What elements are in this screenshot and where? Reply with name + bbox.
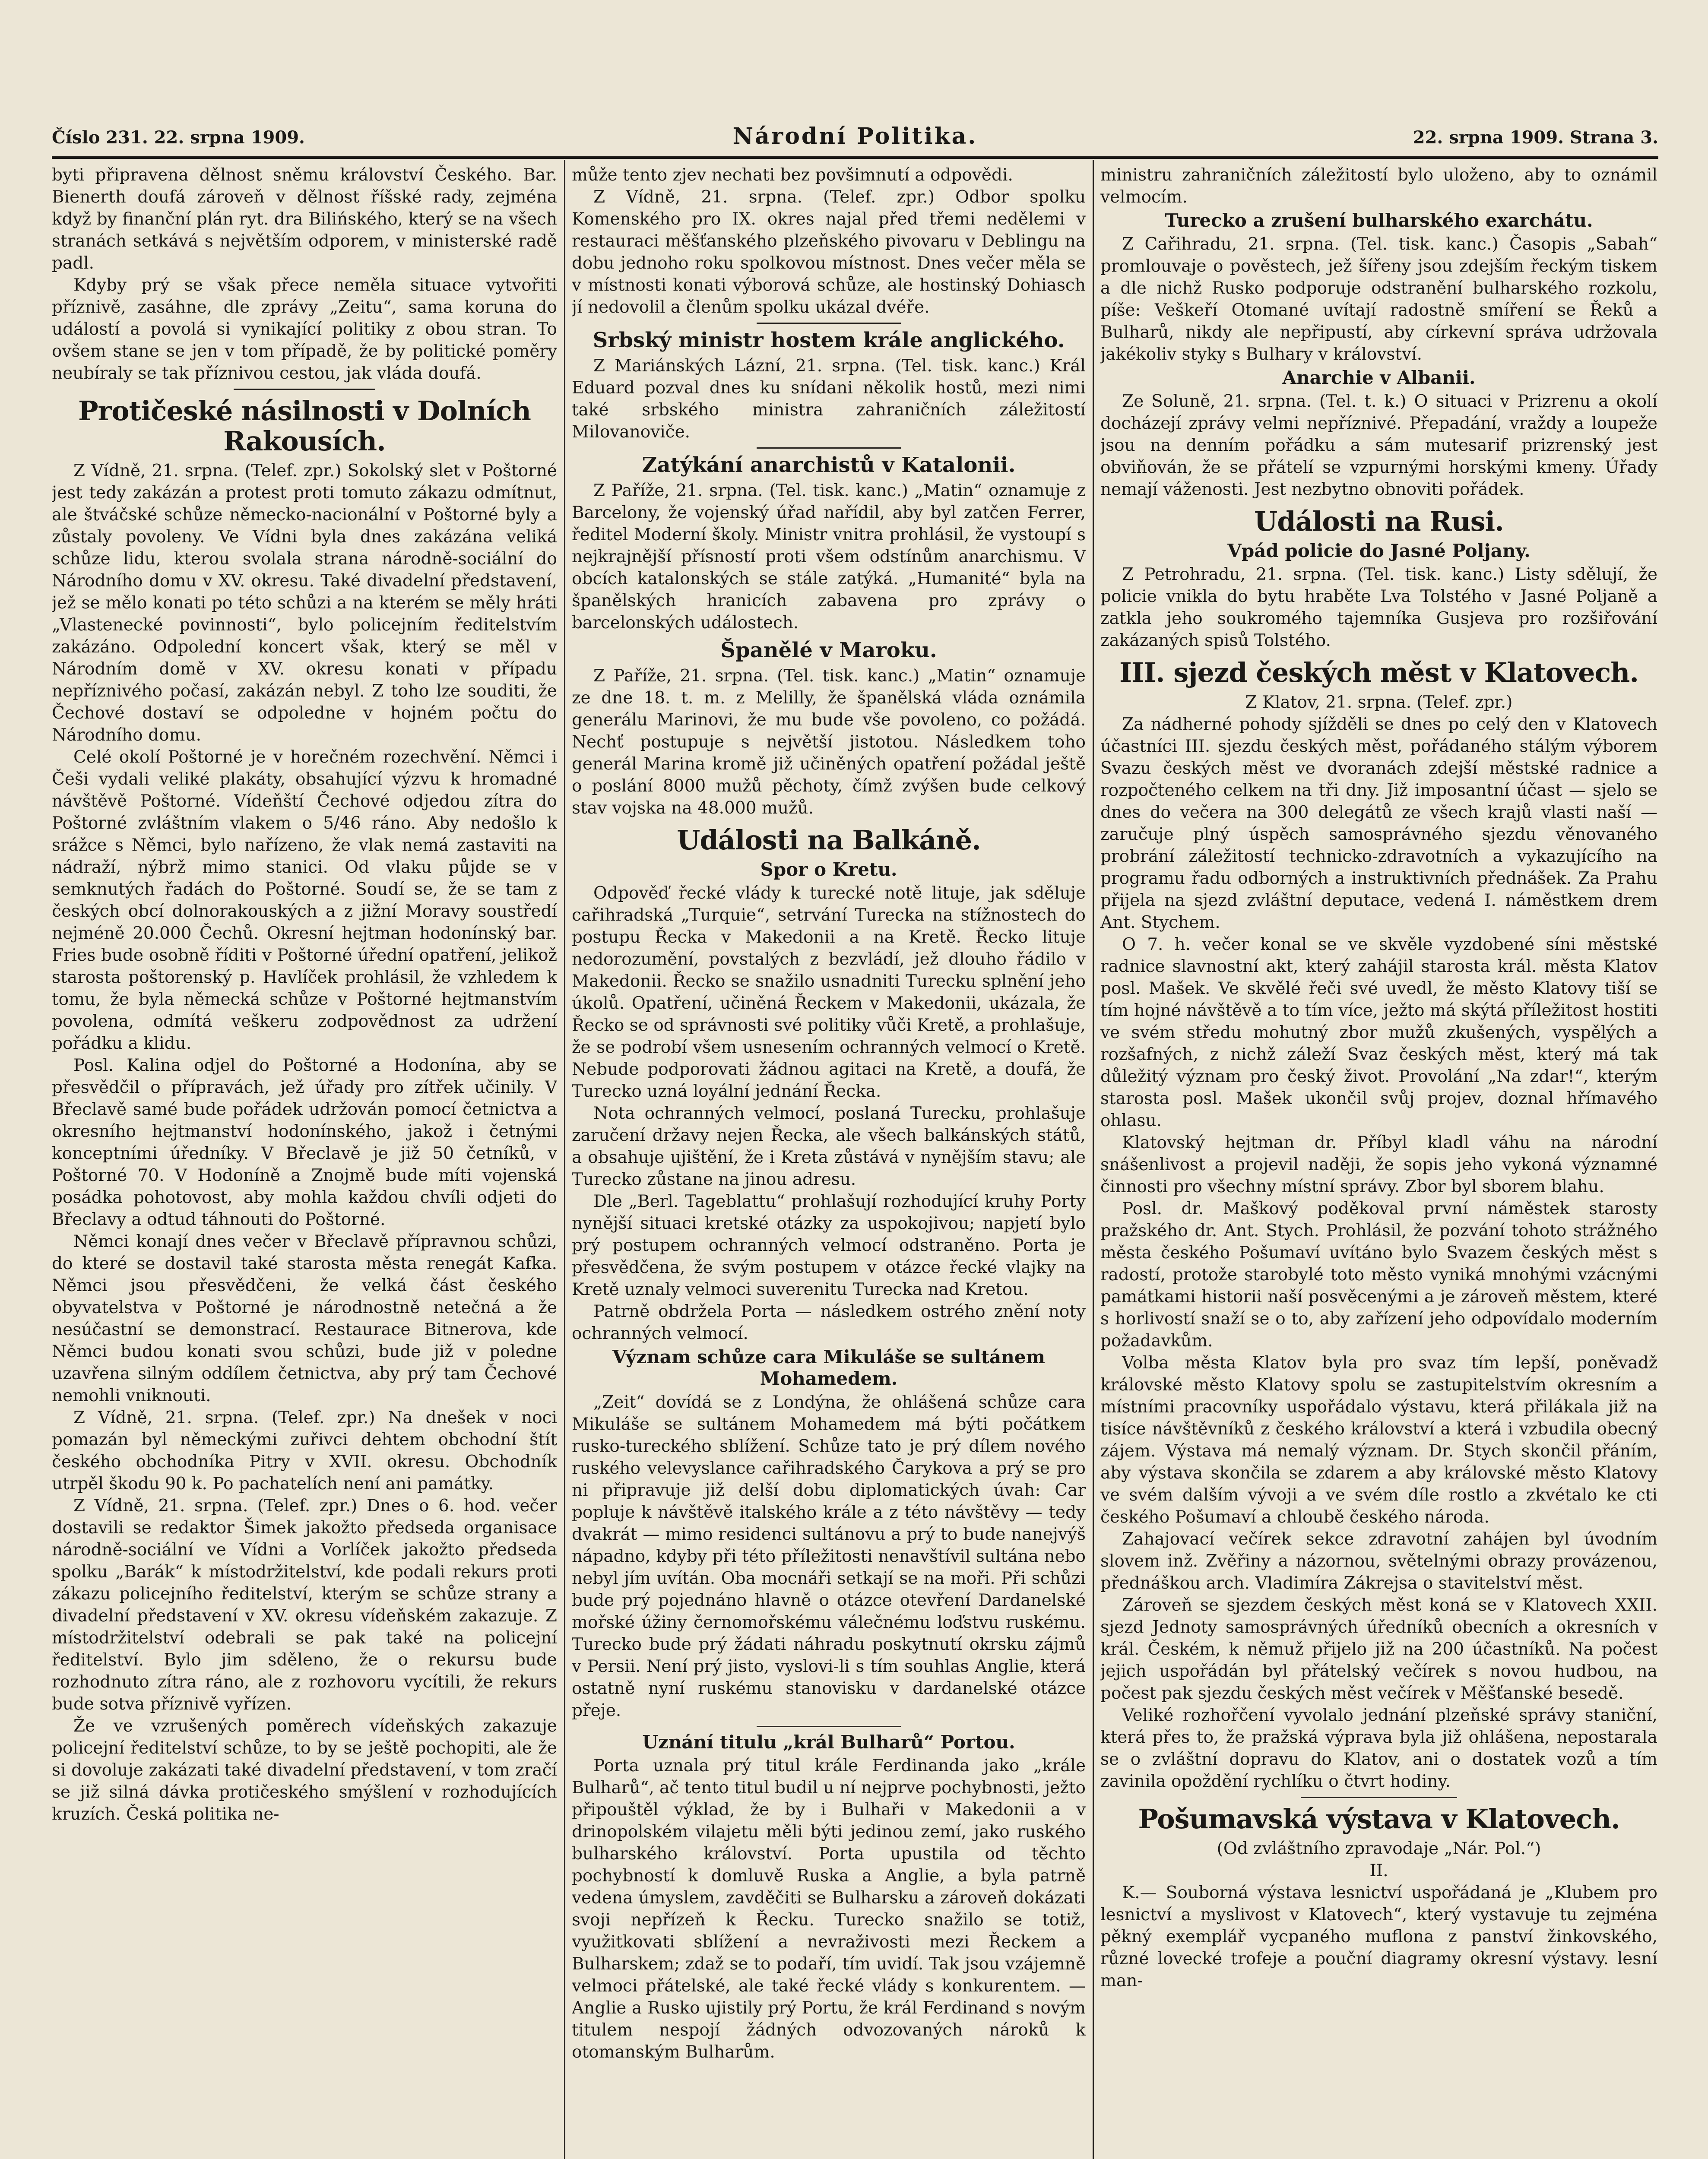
article-text: Zahajovací večírek sekce zdravotní zahájen byl úvodním slovem inž. Zvěřiny a názornou, světelnými obrazy provázenou, přednáškou arch. Vladimíra Zákrejsa o stavitelství měst. [1100,1529,1657,1593]
page-date-number: 22. srpna 1909. Strana 3. [1413,127,1658,148]
separator [757,1726,900,1727]
separator [1301,1797,1457,1798]
article-text: Patrně obdržela Porta — následkem ostrého znění noty ochranných velmocí. [572,1302,1086,1343]
headline: Srbský ministr hostem krále anglického. [593,328,1065,352]
subheadline: Vpád policie do Jasné Poljany. [1227,540,1531,561]
headline: Anarchie v Albanii. [1282,367,1476,388]
article-text: Kdyby prý se však přece neměla situace vytvořiti příznivě, zasáhne, dle zprávy „Zeitu“, sama koruna do událostí a povolá si vynikající politiky z obou stran. To ovšem stane se jen v tom případě, že by politické poměry neubíraly se tak příznivou cestou, jak vláda doufá. [52,275,557,383]
column-1 [52,164,557,2159]
headline: Zatýkání anarchistů v Katalonii. [642,453,1016,477]
separator [757,323,900,324]
part-number: II. [1369,1861,1388,1880]
article-text: Odpověď řecké vlády k turecké notě lituje, jak sděluje cařihradská „Turquie“, setrvání Turecka na stížnostech do postupu Řecka v Makedonii a na Kretě. Řecko lituje nedorozumění, povstalých z bezvládí, jež dlouho řádilo v Makedonii. Řecko se snažilo usnadniti Turecku splnění jeho úkolů. Opatření, učiněná Řeckem v Makedonii, ukázala, že Řecko se od správnosti své politiky vůči Kretě, a prohlašuje, že se podrobí všem usnesením ochranných velmocí o Kretě. Nebude podporovati žádnou agitaci na Kretě, a doufá, že Turecko uzná loyální jednání Řecka. [572,883,1086,1101]
section-headline: Události na Balkáně. [677,824,981,856]
article-text: Porta uznala prý titul krále Ferdinanda jako „krále Bulharů“, ač tento titul budil u ní nejprve pochybnosti, ježto připouštěl výklad, že by i Bulhaři v Makedonii a v drinopolském vilajetu měli býti jedinou zemí, jako ruského bulharského království. Porta upustila od těchto pochybností k domluvě Ruska a Anglie, a byla patrně vedena úmyslem, zavděčiti se Bulharsku a zároveň dokázati svoji nepřízeň k Řecku. Turecko snažilo se totiž, využitkovati sblížení a nevraživosti mezi Řeckem a Bulharskem; zdaž se to podaří, tím uvidí. Tak jsou vzájemně velmoci přátelské, ale také řecké vlády s konkurentem. — Anglie a Rusko ujistily prý Portu, že král Ferdinand s novým titulem nespojí žádných odvozovaných nároků k otomanským Bulharům. [572,1756,1086,2062]
article-text: Z Vídně, 21. srpna. (Telef. zpr.) Odbor spolku Komenského pro IX. okres najal před třemi nedělemi v restauraci měšťanského plzeňského pivovaru v Deblingu na dobu jednoho roku spolkovou místnost. Dnes večer měla se v místnosti konati výborová schůze, ale hostinský Dohiasch jí nedovolil a členům spolku ukázal dvéře. [572,187,1086,317]
article-text: Posl. Kalina odjel do Poštorné a Hodonína, aby se přesvědčil o přípravách, jež úřady pro zítřek učinily. V Břeclavě samé bude pořádek udržován pomocí četnictva a okresního hejtmanství hodonínského, jakož i četnými konceptními úředníky. V Břeclavě je již 50 četníků, v Poštorné 70. V Hodoníně a Znojmě bude míti vojenská posádka pohotovost, aby mohla každou chvíli odjeti do Břeclavy a odtud táhnouti do Poštorné. [52,1056,557,1229]
article-text: Ze Soluně, 21. srpna. (Tel. t. k.) O situaci v Prizrenu a okolí docházejí zprávy velmi nepříznivé. Přepadání, vraždy a loupeže jsou na denním pořádku a sám mutesarif prizrenský jest obviňován, že se přátelí se vzpurnými horskými kmeny. Úřady nemají váženosti. Jest nezbytno obnoviti pořádek. [1100,392,1657,499]
article-text: Že ve vzrušených poměrech vídeňských zakazuje policejní ředitelství schůze, to by se ještě pochopiti, ale že si dovoluje zakázati také divadelní představení, v tom zračí se již silná dávka protičeského smýšlení v rozhodujících kruzích. Česká politika ne- [52,1716,557,1824]
article-text: Klatovský hejtman dr. Příbyl kladl váhu na národní snášenlivost a projevil naději, že sopis jeho vykoná významné činnosti pro všechny místní správy. Zbor byl sborem blahu. [1100,1133,1657,1197]
page-header [52,123,1658,153]
article-text: Zároveň se sjezdem českých měst koná se v Klatovech XXII. sjezd Jednoty samosprávných úředníků obecních a okresních v král. Českém, k němuž přijelo již na 200 účastníků. Na počest jejich uspořádán byl přátelský večírek s novou hudbou, na počest pak sjezdu českých měst večírek v Měšťanské besedě. [1100,1596,1657,1703]
article-text: Z Vídně, 21. srpna. (Telef. zpr.) Dnes o 6. hod. večer dostavili se redaktor Šimek jakožto předseda organisace národně-sociální ve Vídni a Vorlíček jakožto předseda spolku „Barák“ k místodržitelství, kde podali rekurs proti zákazu policejního ředitelství, kterým se schůze strany a divadelní představení v XV. okresu vídeňském zakazuje. Z místodržitelství odebrali se pak také na policejní ředitelství. Bylo jim sděleno, že o rekursu bude rozhodnuto zítra ráno, ale z rozhovoru vycítili, že rekurs bude sotva příznivě vyřízen. [52,1496,557,1714]
article-text: Z Vídně, 21. srpna. (Telef. zpr.) Sokolský slet v Poštorné jest tedy zakázán a protest proti tomuto zákazu odmítnut, ale štváčské schůze německo-nacionální v Poštorné byly a zůstaly povoleny. Ve Vídni byla dnes zakázána veliká schůze lidu, kterou svolala strana národně-sociální do Národního domu v XV. okresu. Také divadelní představení, jež se mělo konati po této schůzi a na kterém se měly hráti „Vlastenecké povinnosti“, bylo policejním ředitelstvím zakázáno. Odpolední koncert však, který se měl v Národním domě v XV. okresu konati v případu nepříznivého počasí, zakázán nebyl. Z toho lze souditi, že Čechové dostaví se odpoledne v hojném počtu do Národního domu. [52,461,557,745]
header-rule [52,156,1658,159]
article-text: Z Petrohradu, 21. srpna. (Tel. tisk. kanc.) Listy sdělují, že policie vnikla do bytu hraběte Lva Tolstého v Jasné Poljaně a zatkla jeho soukromého tajemníka Gusjeva pro rozšiřování zakázaných spisů Tolstého. [1100,565,1657,650]
article-text: Z Paříže, 21. srpna. (Tel. tisk. kanc.) „Matin“ oznamuje z Barcelony, že vojenský úřad nařídil, aby byl zatčen Ferrer, ředitel Moderní školy. Ministr vnitra prohlásil, že vystoupí s nejkrajnější přísností proti všem odstínům anarchismu. V obcích katalonských se stále zatýká. „Humanité“ byla na španělských hranicích zabavena pro zprávy o barcelonských událostech. [572,481,1086,633]
article-text: Celé okolí Poštorné je v horečném rozechvění. Němci i Češi vydali veliké plakáty, obsahující výzvu k hromadné návštěvě Poštorné. Vídeňští Čechové odjedou zítra do Poštorné zvláštním vlakem o 5/46 ráno. Aby nedošlo k srážce s Němci, bylo nařízeno, že vlak nemá zastaviti na nádraží, nýbrž mimo stanici. Od vlaku půjde se v semknutých řadách do Poštorné. Soudí se, že se tam z českých obcí dolnorakouských a z jižní Moravy soustředí nejméně 20.000 Čechů. Okresní hejtman hodonínský bar. Fries bude osobně říditi v Poštorné úřední opatření, jelikož starosta poštorenský p. Havlíček prohlásil, že vzhledem k tomu, že byla německá schůze v Poštorné hejtmanstvím povolena, odmítá veškeru zodpovědnost za udržení pořádku a klidu. [52,747,557,1053]
headline: Protičeské násilnosti v Dolních Rakousích. [78,395,531,457]
byline: (Od zvláštního zpravodaje „Nár. Pol.“) [1217,1839,1541,1858]
headline: Turecko a zrušení bulharského exarchátu. [1165,210,1593,231]
column-divider-1 [564,160,565,2159]
article-text: Nota ochranných velmocí, poslaná Turecku, prohlašuje zaručení državy nejen Řecka, ale všech balkánských států, a obsahuje ujištění, že i Kreta zůstává v nynějším stavu; ale Turecko zůstane na jinou adresu. [572,1104,1086,1189]
article-text: Volba města Klatov byla pro svaz tím lepší, poněvadž královské město Klatovy spolu se zastupitelstvím okresním a místními pracovníky uspořádalo výstavu, která přilákala již na tisíce návštěvníků z českého království a která i vzbudila obecný zájem. Výstava má nemalý význam. Dr. Stych skončil přáním, aby výstava skončila se zdarem a aby královské město Klatovy ve svém dalším vývoji a ve svém díle rostlo a zkvétalo ke cti českého Pošumaví a chloubě českého národa. [1100,1353,1657,1527]
issue-number: Číslo 231. 22. srpna 1909. [52,127,305,148]
separator [234,389,375,390]
article-text: K.— Souborná výstava lesnictví uspořádaná je „Klubem pro lesnictví a myslivost v Klatovech“, který vystavuje tu zejména pěkný exemplář vycpaného muflona z panství žinkovského, různé lovecké trofeje a pouční diagramy okresní výstavy. lesní man- [1100,1883,1657,1991]
article-text: Z Mariánských Lázní, 21. srpna. (Tel. tisk. kanc.) Král Eduard pozval dnes ku snídani několik hostů, mezi nimi také srbského ministra zahraničních záležitostí Milovanoviče. [572,356,1086,442]
column-divider-2 [1093,160,1094,2159]
article-text: Dle „Berl. Tageblattu“ prohlašují rozhodující kruhy Porty nynější situaci kretské otázky za uspokojivou; napjetí bylo prý postupem ochranných velmocí odstraněno. Porta je přesvědčena, že svým postupem v otázce řecké vlajky na Kretě uznaly velmoci suverenitu Turecka nad Kretou. [572,1192,1086,1299]
article-text: O 7. h. večer konal se ve skvěle vyzdobené síni městské radnice slavnostní akt, který zahájil starosta král. města Klatov posl. Mašek. Ve skvělé řeči své uvedl, že město Klatovy tiší se tím hojné návštěvě a to tím více, ježto má skýtá příležitost hostiti ve svém středu mohutný zbor mužů zkušených, vyspělých a rozšafných, z nichž záleží Svaz českých měst, který má tak důležitý význam pro český život. Provolání „Na zdar!“, kterým starosta posl. Mašek ukončil svůj projev, doznal hřímavého ohlasu. [1100,935,1657,1130]
article-text: ministru zahraničních záležitostí bylo uloženo, aby to oznámil velmocím. [1100,165,1657,207]
article-text: Z Vídně, 21. srpna. (Telef. zpr.) Na dnešek v noci pomazán byl německými zuřivci dehtem obchodní štít českého obchodníka Pitry v XVII. okresu. Obchodník utrpěl škodu 90 k. Po pachatelích není ani památky. [52,1408,557,1494]
section-headline: Pošumavská výstava v Klatovech. [1138,1803,1620,1835]
article-text: Posl. dr. Maškový poděkoval první náměstek starosty pražského dr. Ant. Stych. Prohlásil, že pozvání tohoto strážného města českého Pošumaví uvítáno bylo Svazem českých měst s radostí, protože starobylé toto město vyniká mnohými vzácnými památkami historii naší posvěcenými a je zároveň městem, které s horlivostí snaží se o to, aby zařízení jeho odpovídalo moderním požadavkům. [1100,1199,1657,1351]
masthead-title: Národní Politika. [732,123,978,149]
article-text: byti připravena dělnost sněmu království Českého. Bar. Bienerth doufá zároveň v dělnost říšské rady, zejména když by finanční plán ryt. dra Bilińského, který se na všech stranách setkává s největším odporem, v ministerské radě padl. [52,165,557,273]
article-text: Němci konají dnes večer v Břeclavě přípravnou schůzi, do které se dostavil také starosta města renegát Kafka. Němci jsou přesvědčeni, že velká část českého obyvatelstva v Poštorné je národnostně netečná a že nesúčastní se demonstrací. Restaurace Bitnerova, kde Němci budou konati svou schůzi, bude již v poledne uzavřena silným oddílem četnictva, aby prý tam Čechové nemohli vniknouti. [52,1232,557,1406]
article-text: Z Paříže, 21. srpna. (Tel. tisk. kanc.) „Matin“ oznamuje ze dne 18. t. m. z Melilly, že španělská vláda oznámila generálu Marinovi, že mu bude vše povoleno, co požádá. Nechť postupuje s největší jistotou. Následkem toho generál Marina kromě již učiněných opatření požádal ještě o poslání 8000 mužů pěchoty, čímž zvýšen bude celkový stav vojska na 48.000 mužů. [572,666,1086,818]
article-text: „Zeit“ dovídá se z Londýna, že ohlášená schůze cara Mikuláše se sultánem Mohamedem má býti počátkem rusko-tureckého sblížení. Schůze tato je prý dílem nového ruského velevyslance cařihradského Čarykova a prý se pro ni připravuje již delší dobu diplomatických úvah: Car popluje k návštěvě italského krále a z této návštěvy — tedy dvakrát — mimo residenci sultánovu a prý to bude nanejvýš nápadno, kdyby při této příležitosti nenavštívil sultána nebo nebyl jím uvítán. Oba mocnáři setkají se na moři. Při schůzi bude prý pojednáno hlavně o otázce otevření Dardanelské mořské úžiny černomořskému válečnému loďstvu ruskému. Turecko bude prý žádati náhradu poskytnutí okrsku zájmů v Persii. Není prý jisto, vyslovi-li s tím souhlas Anglie, která ostatně nyní ruskému stanovisku v dardanelské otázce přeje. [572,1393,1086,1720]
headline: Španělé v Maroku. [720,638,937,662]
section-headline: III. sjezd českých měst v Klatovech. [1119,657,1638,688]
article-text: Za nádherné pohody sjížděli se dnes po celý den v Klatovech účastníci III. sjezdu českých měst, pořádaného stálým výborem Svazu českých měst ve dvoranách zdejší městské radnice a rozpočteného celkem na tři dny. Již imposantní účast — sjelo se dnes do večera na 300 delegátů ze všech krajů vlasti naší — zaručuje plný úspěch samosprávného sjezdu věnovaného probrání záležitostí technicko-zdravotních a vykazujícího na programu řadu odborných a instruktivních přednášek. Za Prahu přijela na sjezd zvláštní deputace, vedená I. náměstkem drem Ant. Stychem. [1100,715,1657,932]
article-text: může tento zjev nechati bez povšimnutí a odpovědi. [572,165,1013,185]
subheadline: Spor o Kretu. [760,859,897,880]
separator [757,447,900,449]
headline: Význam schůze cara Mikuláše se sultánem Mohamedem. [612,1346,1045,1389]
section-headline: Události na Rusi. [1254,506,1504,537]
headline: Uznání titulu „král Bulharů“ Portou. [642,1732,1015,1753]
column-3 [1100,164,1657,2159]
article-text: Z Cařihradu, 21. srpna. (Tel. tisk. kanc.) Časopis „Sabah“ promlouvaje o pověstech, jež šířeny jsou zdejším řeckým tiskem a dle nichž Rusko podporuje odstranění bulharského rozkolu, píše: Veškeří Otomané uvítají radostně smíření se Řeků a Bulharů, nikdy ale nepřipustí, aby církevní správa udržovala jakékoliv styky s Bulhary v království. [1100,234,1657,364]
dateline: Z Klatov, 21. srpna. (Telef. zpr.) [1245,693,1513,712]
article-text: Veliké rozhořčení vyvolalo jednání plzeňské správy staniční, která přes to, že pražská výprava byla již ohlášena, nepostarala se o zvláštní dopravu do Klatov, ani o dostatek vozů a tím zavinila opoždění rychlíku o čtvrt hodiny. [1100,1706,1657,1791]
column-2 [572,164,1086,2159]
